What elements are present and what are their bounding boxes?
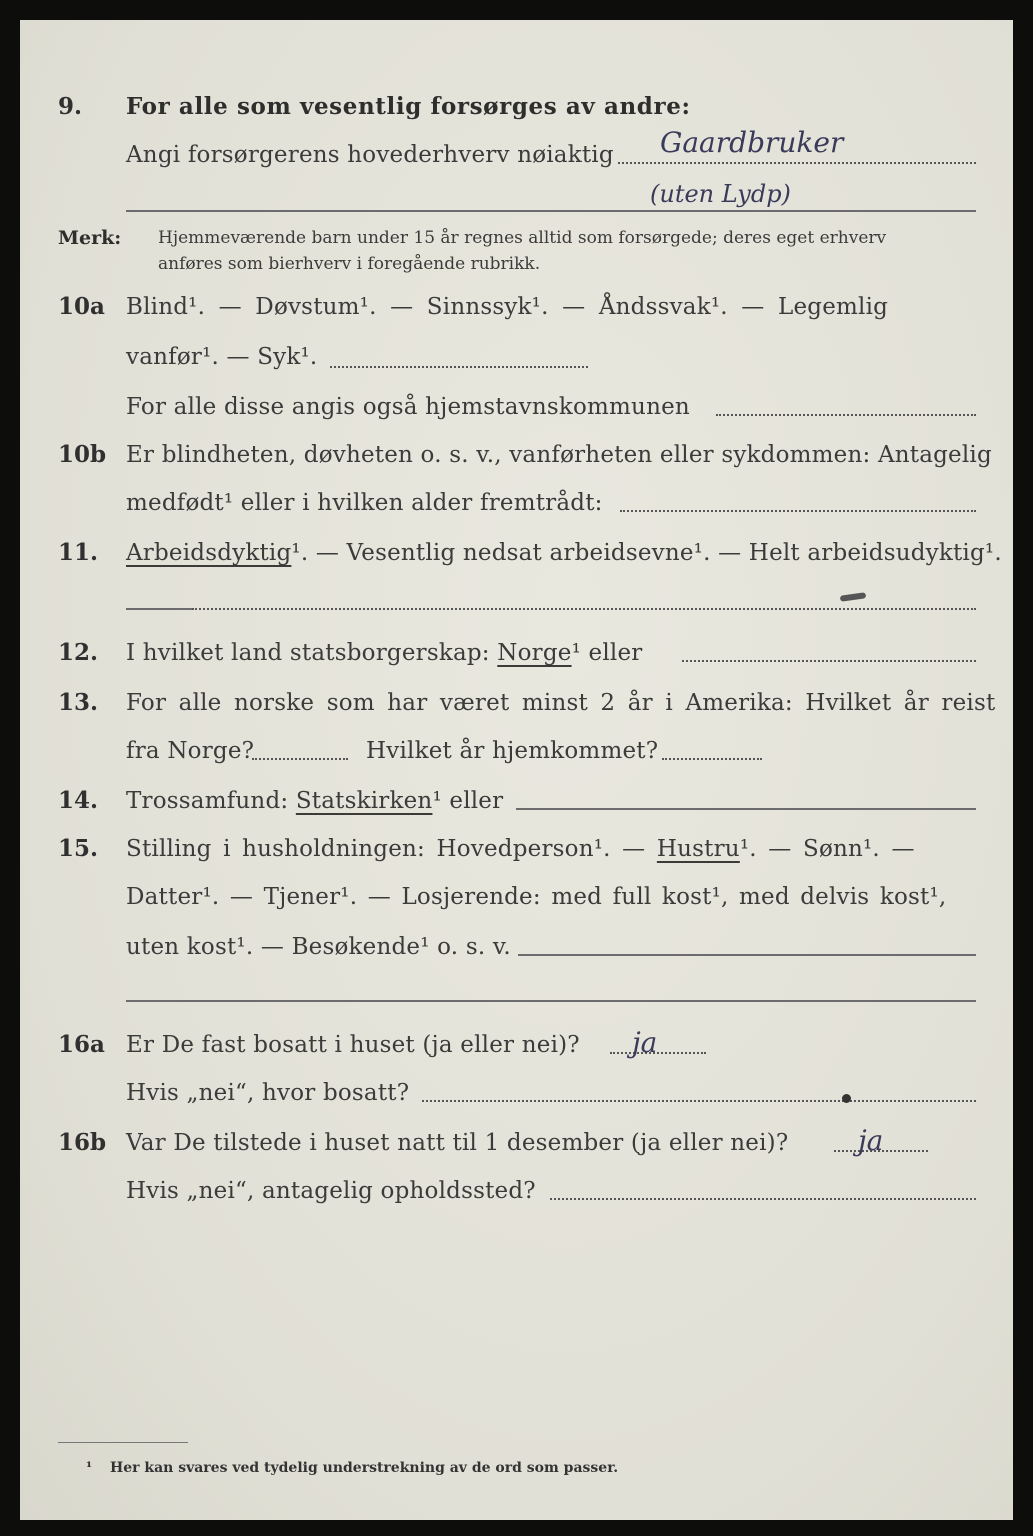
q16a-bosatt-line (422, 1100, 976, 1102)
q15-option-hustru: Hustru (656, 836, 740, 862)
q10a-line3: For alle disse angis også hjemstavnskommunen (126, 394, 690, 420)
q10a-syk-line (330, 366, 588, 368)
footnote-rule (58, 1442, 188, 1443)
q11-answer-line (192, 608, 976, 610)
q13-hjemkommet-line (662, 758, 762, 760)
q16a-handwritten-answer: ja (632, 1026, 658, 1059)
q11-line (126, 538, 1002, 568)
census-form-page (20, 20, 1013, 1520)
q10b-answer-line (620, 510, 976, 512)
q16b-opholdssted-line (550, 1198, 976, 1200)
q15-answer-line-2 (126, 1000, 976, 1002)
q15-line1a: Stilling i husholdningen: Hovedperson¹. — (126, 836, 646, 862)
q15-line2: Datter¹. — Tjener¹. — Losjerende: med full kost¹, med delvis kost¹, (126, 884, 947, 910)
q14-label: Trossamfund: (126, 788, 289, 814)
q10b-number: 10b (58, 441, 107, 468)
q15-number: 15. (58, 835, 99, 862)
footnote-text: Her kan svares ved tydelig understrekning av de ord som passer. (110, 1460, 619, 1476)
q13-reist-line (252, 758, 348, 760)
q10b-line1: Er blindheten, døvheten o. s. v., vanførheten eller sykdommen: Antagelig (126, 442, 992, 468)
q14-line (126, 786, 503, 816)
q12-line (126, 638, 642, 668)
q12-number: 12. (58, 639, 99, 666)
q16a-line2: Hvis „nei“, hvor bosatt? (126, 1080, 410, 1106)
q15-line1 (126, 834, 915, 864)
q16a-line1: Er De fast bosatt i huset (ja eller nei)? (126, 1032, 580, 1058)
q14-number: 14. (58, 787, 99, 814)
q15-answer-line (518, 954, 976, 956)
q16a-number: 16a (58, 1031, 105, 1058)
q10a-line2: vanfør¹. — Syk¹. (126, 344, 318, 370)
q9-answer-line-2 (126, 210, 976, 212)
q10a-line1: Blind¹. — Døvstum¹. — Sinnssyk¹. — Åndssvak¹. — Legemlig (126, 294, 889, 320)
q16b-line1: Var De tilstede i huset natt til 1 desember (ja eller nei)? (126, 1130, 789, 1156)
ink-mark (840, 592, 867, 602)
q10a-hjemstavn-line (716, 414, 976, 416)
q9-line2-label: Angi forsørgerens hovederhverv nøiaktig (126, 142, 614, 168)
q16b-handwritten-answer: ja (858, 1124, 884, 1157)
q12-option-norge: Norge (497, 640, 572, 666)
q11-option-arbeidsdyktig: Arbeidsdyktig (126, 540, 292, 566)
q16b-number: 16b (58, 1129, 107, 1156)
q15-line1c: ¹. — Sønn¹. — (739, 836, 915, 862)
q13-number: 13. (58, 689, 99, 716)
q12-answer-line (682, 660, 976, 662)
merk-label: Merk: (58, 227, 122, 249)
footnote-mark: ¹ (86, 1460, 93, 1476)
q16b-line2: Hvis „nei“, antagelig opholdssted? (126, 1178, 536, 1204)
q9-answer-line (618, 162, 976, 164)
q10b-line2: medfødt¹ eller i hvilken alder fremtrådt: (126, 490, 603, 516)
q15-line3: uten kost¹. — Besøkende¹ o. s. v. (126, 934, 511, 960)
q9-handwritten-answer: Gaardbruker (660, 126, 844, 159)
q11-answer-line-start (126, 608, 192, 610)
q13-line1: For alle norske som har været minst 2 år i Amerika: Hvilket år reist (126, 690, 996, 716)
merk-line1: Hjemmeværende barn under 15 år regnes alltid som forsørgede; deres eget erhverv (158, 228, 887, 248)
q9-number: 9. (58, 93, 83, 120)
q16a-answer-line (610, 1052, 706, 1054)
q12-rest: ¹ eller (571, 640, 643, 666)
ink-dot (842, 1094, 851, 1103)
q11-number: 11. (58, 539, 99, 566)
q10a-number: 10a (58, 293, 105, 320)
q14-rest: ¹ eller (432, 788, 504, 814)
q9-handwritten-answer-2: (uten Lydp) (650, 180, 791, 208)
q13-line2a: fra Norge? (126, 738, 255, 764)
q9-line1: For alle som vesentlig forsørges av andre: (126, 93, 691, 120)
q13-line2b: Hvilket år hjemkommet? (366, 738, 659, 764)
merk-line2: anføres som bierhverv i foregående rubrikk. (158, 254, 541, 274)
q14-answer-line (516, 808, 976, 810)
q14-option-statskirken: Statskirken (295, 788, 433, 814)
q11-rest: ¹. — Vesentlig nedsat arbeidsevne¹. — Helt arbeidsudyktig¹. (291, 540, 1002, 566)
q12-label: I hvilket land statsborgerskap: (126, 640, 490, 666)
